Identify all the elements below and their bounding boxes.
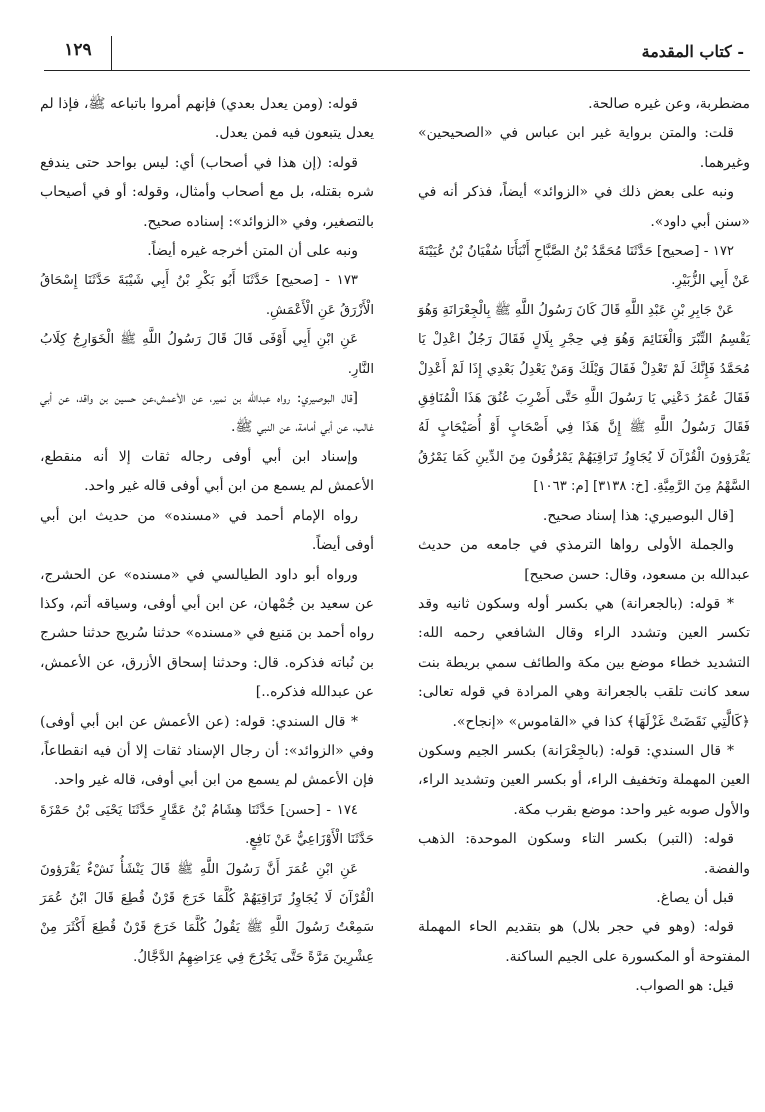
hadith-matn: عَنِ ابْنِ عُمَرَ أَنَّ رَسُولَ اللَّهِ ﷺ قَالَ يَنْشَأُ نَشْءٌ يَقْرَؤونَ الْقُرْآنَ لَا يُجَاوِزُ تَرَاقِيَهُمْ كُلَّمَا خَرَجَ قَرْنٌ قُطِعَ قَالَ ابْنُ عُمَرَ سَمِعْتُ رَسُولَ اللَّهِ ﷺ يَقُولُ كُلَّمَا خَرَجَ قَرْنٌ قُطِعَ أَكْثَرَ مِنْ عِشْرِينَ مَرَّةً حَتَّى يَخْرُجَ فِي عِرَاضِهِمُ الدَّجَّالُ. <box>40 861 374 965</box>
commentary-paragraph: قوله: (وهو في حجر بلال) هو بتقديم الحاء المهملة المفتوحة أو المكسورة على الجيم الساكنة. <box>418 919 750 965</box>
paragraph: وإسناد ابن أبي أوفى رجاله ثقات إلا أنه منقطع، الأعمش لم يسمع من ابن أبي أوفى قاله غير واحد. <box>40 448 374 495</box>
page-header <box>44 36 750 71</box>
paragraph: رواه الإمام أحمد في «مسنده» من حديث ابن أبي أوفى أيضاً. <box>40 507 374 554</box>
paragraph: ونبه على بعض ذلك في «الزوائد» أيضاً، فذكر أنه في «سنن أبي داود». <box>418 184 750 230</box>
paragraph: [قال البوصيري: رواه عبدالله بن نمير، عن الأعمش،عن حسين بن واقد، عن أبي غالب، عن أبي أمامة، عن النبي ﷺ. <box>40 390 374 436</box>
hadith-matn: عَنِ ابْنِ أَبِي أَوْفَى قَالَ قَالَ رَسُولُ اللَّهِ ﷺ الْخَوَارِجُ كِلَابُ النَّارِ. <box>40 332 374 377</box>
right-column <box>418 90 750 1002</box>
page-number: ١٢٩ <box>64 40 92 60</box>
paragraph: والجملة الأولى رواها الترمذي في جامعه من حديث عبدالله بن مسعود، وقال: حسن صحيح] <box>418 537 750 583</box>
page-number-box <box>44 36 112 70</box>
commentary-paragraph: قوله: (إن هذا في أصحاب) أي: ليس بواحد حتى يندفع شره بقتله، بل مع أصحاب وأمثال، وقوله: أو في أصيحاب بالتصغير، وفي «الزوائد»: إسناده صحيح. <box>40 154 374 230</box>
hadith-isnad: ١٧٤ - [حسن] حَدَّثَنَا هِشَامُ بْنُ عَمَّارٍ حَدَّثَنَا يَحْيَى بْنُ حَمْزَةَ حَدَّثَنَا الْأَوْزَاعِيُّ عَنْ نَافِعٍ. <box>40 802 374 848</box>
paragraph: [قال البوصيري: هذا إسناد صحيح. <box>542 507 734 524</box>
left-column <box>40 90 374 972</box>
commentary-paragraph: قبل أن يصاغ. <box>656 889 734 906</box>
hadith-matn: عَنْ جَابِرِ بْنِ عَبْدِ اللَّهِ قَالَ كَانَ رَسُولُ اللَّهِ ﷺ بِالْجِعْرَانَةِ وَهُوَ يَقْسِمُ التِّبْرَ وَالْغَنَائِمَ وَهُوَ فِي حِجْرِ بِلَالٍ فَقَالَ رَجُلٌ اعْدِلْ يَا مُحَمَّدُ فَإِنَّكَ لَمْ تَعْدِلْ فَقَالَ وَيْلَكَ وَمَنْ يَعْدِلُ بَعْدِي إِذَا لَمْ أَعْدِلْ فَقَالَ عُمَرُ دَعْنِي يَا رَسُولَ اللَّهِ حَتَّى أَضْرِبَ عُنُقَ هَذَا الْمُنَافِقِ فَقَالَ رَسُولُ اللَّهِ ﷺ إِنَّ هَذَا فِي أَصْحَابٍ أَوْ أُصَيْحَابٍ لَهُ يَقْرَؤونَ الْقُرْآنَ لَا يُجَاوِزُ تَرَاقِيَهُمْ يَمْرُقُونَ مِنَ الدِّينِ كَمَا يَمْرُقُ السَّهْمُ مِنَ الرَّمِيَّةِ. [خ: ٣١٣٨] [م: ١٠٦٣] <box>418 302 750 495</box>
commentary-paragraph: قوله: (التبر) بكسر التاء وسكون الموحدة: الذهب والفضة. <box>418 831 750 877</box>
commentary-paragraph: * قال السندي: قوله: (عن الأعمش عن ابن أبي أوفى) وفي «الزوائد»: أن رجال الإسناد ثقات إلا أن فيه انقطاعاً، فإن الأعمش لم يسمع من ابن أبي أوفى، قاله غير واحد. <box>40 713 374 789</box>
hadith-isnad: ١٧٢ - [صحيح] حَدَّثَنَا مُحَمَّدُ بْنُ الصَّبَّاحِ أَنْبَأَنَا سُفْيَانُ بْنُ عُيَيْنَةَ عَنْ أَبِي الزُّبَيْرِ. <box>418 244 750 289</box>
paragraph: ورواه أبو داود الطيالسي في «مسنده» عن الحشرج، عن سعيد بن جُمْهان، عن ابن أبي أوفى، وسياقه أتم، وكذا رواه أحمد بن مَنيع في «مسنده» حدثنا سُريج حدثنا حشرج بن نُباته فذكره. قال: وحدثنا إسحاق الأزرق، عن الأعمش، عن عبدالله فذكره..] <box>40 566 374 701</box>
running-title: - كتاب المقدمة <box>641 42 744 61</box>
paragraph: مضطربة، وعن غيره صالحة. <box>588 96 750 112</box>
commentary-paragraph: قوله: (ومن يعدل بعدي) فإنهم أمروا باتباعه ﷺ، فإذا لم يعدل يتبعون فيه فمن يعدل. <box>40 96 374 142</box>
paragraph: ونبه على أن المتن أخرجه غيره أيضاً. <box>147 243 358 260</box>
hadith-isnad: ١٧٣ - [صحيح] حَدَّثَنَا أَبُو بَكْرِ بْنُ أَبِي شَيْبَةَ حَدَّثَنَا إِسْحَاقُ الْأَزْرَقُ عَنِ الْأَعْمَشِ. <box>40 273 374 318</box>
paragraph: قلت: والمتن برواية غير ابن عباس في «الصحيحين» وغيرهما. <box>418 125 750 171</box>
commentary-paragraph: * قال السندي: قوله: (بالجِعْرَانة) بكسر الجيم وسكون العين المهملة وتخفيف الراء، أو بكسر العين وتشديد الراء، والأول صوبه غير واحد: موضع بقرب مكة. <box>418 742 750 818</box>
commentary-paragraph: * قوله: (بالجعرانة) هي بكسر أوله وسكون ثانيه وقد تكسر العين وتشدد الراء وقال الشافعي رحمه الله: التشديد خطاء موضع بين مكة والطائف سمي بريطة بنت سعد كانت تلقب بالجعرانة وهي المرادة في قوله تعالى: ﴿كَالَّتِي نَقَضَتْ غَزْلَهَا﴾ كذا في «القاموس» «إنجاح». <box>418 595 750 730</box>
commentary-paragraph: قيل: هو الصواب. <box>635 978 734 995</box>
